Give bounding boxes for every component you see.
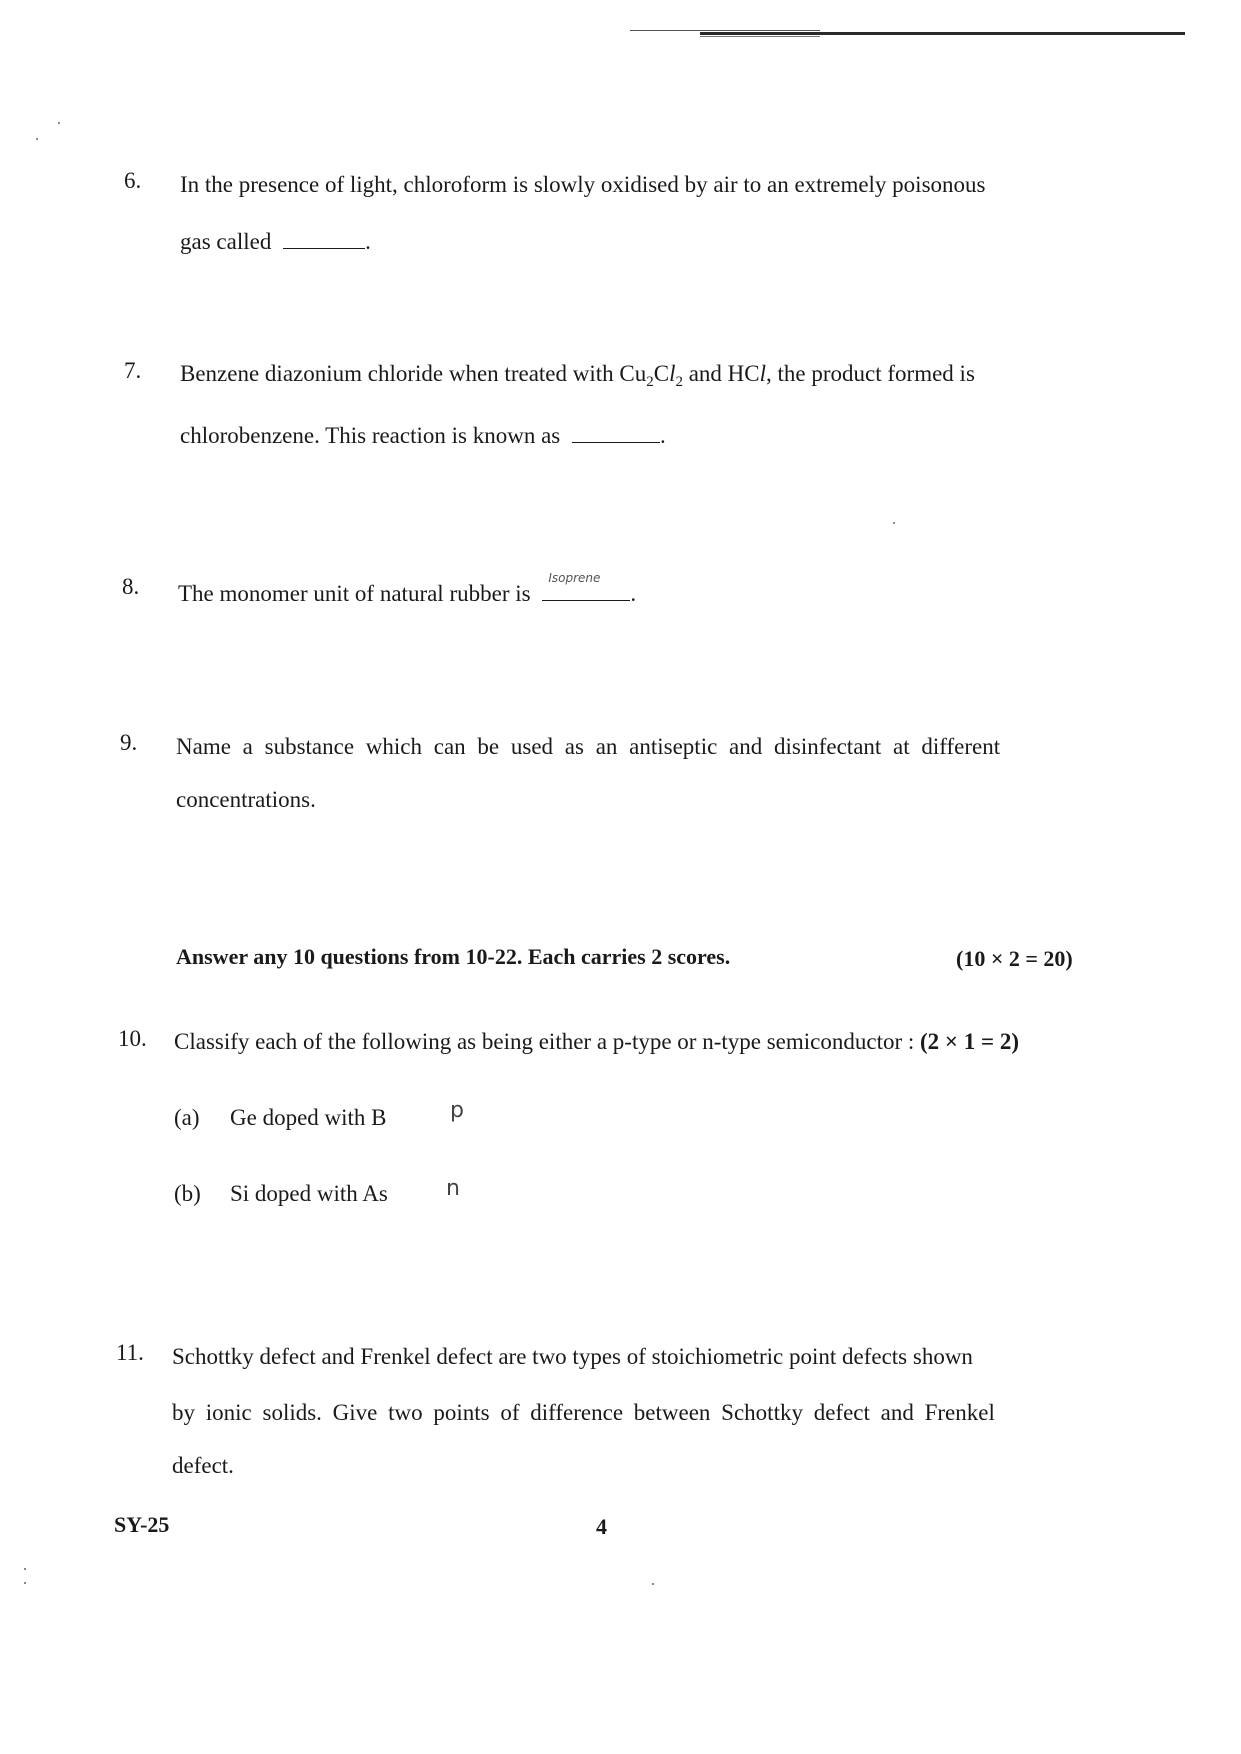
question-9-text: Name a substance which can be used as an antiseptic and disinfectant at different — [176, 734, 1001, 759]
question-11-line2 — [172, 1400, 1054, 1426]
question-8-answer-blank[interactable] — [542, 571, 630, 601]
question-10-marks: (2 × 1 = 2) — [920, 1029, 1020, 1054]
question-7-answer-blank[interactable] — [572, 422, 660, 443]
question-7-text-part: C — [653, 361, 670, 386]
question-10-option-b — [174, 1182, 201, 1205]
question-7-text-part: l — [669, 361, 676, 386]
subscript: 2 — [646, 374, 654, 390]
question-7-period: . — [660, 423, 666, 448]
question-9-number: 9. — [120, 730, 138, 755]
page-number: 4 — [596, 1514, 607, 1539]
question-8-number: 8. — [122, 574, 140, 599]
option-a-label: (a) — [174, 1105, 200, 1130]
question-7-number: 7. — [124, 358, 142, 383]
question-10-option-b-text: Si doped with As — [230, 1181, 388, 1206]
question-10-option-a-text: Ge doped with B — [230, 1105, 387, 1130]
question-9-line1 — [176, 734, 1056, 760]
scan-speck — [36, 138, 38, 140]
question-11-line3: defect. — [172, 1453, 234, 1478]
scan-speck — [652, 1583, 654, 1585]
question-9-line2: concentrations. — [176, 787, 316, 812]
question-10-number: 10. — [118, 1026, 147, 1051]
question-6-line1 — [180, 172, 1062, 198]
option-b-label: (b) — [174, 1181, 201, 1206]
question-7-text-a — [180, 362, 975, 390]
question-6-text: In the presence of light, chloroform is slowly oxidised by air to an extremely poisonous — [180, 172, 986, 197]
question-10-line1 — [174, 1030, 1019, 1053]
scan-artifact-line — [700, 36, 820, 37]
question-6-text-2: gas called — [180, 229, 272, 254]
question-8-line1 — [178, 571, 637, 606]
question-11-text: Schottky defect and Frenkel defect are two types of stoichiometric point defects shown — [172, 1344, 973, 1369]
question-11-number: 11. — [116, 1340, 144, 1365]
question-8-text: The monomer unit of natural rubber is — [178, 581, 531, 606]
question-6-number: 6. — [124, 168, 142, 193]
question-6-answer-blank[interactable] — [283, 228, 365, 249]
scan-speck — [24, 1582, 26, 1584]
scan-artifact-line — [700, 32, 1185, 35]
question-6-line2 — [180, 228, 371, 253]
subscript: 2 — [675, 374, 683, 390]
question-8-period: . — [630, 581, 637, 606]
section-instruction: Answer any 10 questions from 10-22. Each carries 2 scores. — [176, 944, 731, 969]
scan-speck — [893, 522, 895, 524]
handwritten-mark-a: p — [450, 1098, 464, 1123]
scan-artifact-line — [630, 30, 820, 31]
handwritten-mark-b: n — [446, 1176, 460, 1201]
question-10-option-a — [174, 1106, 200, 1129]
scan-speck — [24, 1568, 26, 1570]
question-7-line1 — [180, 362, 1058, 390]
question-7-line2 — [180, 422, 666, 447]
handwritten-answer: Isoprene — [548, 571, 601, 585]
question-11-text-2: by ionic solids. Give two points of difference between Schottky defect and Frenkel — [172, 1400, 995, 1425]
paper-code: SY-25 — [114, 1512, 170, 1537]
question-7-text-part: , the product formed is — [766, 361, 975, 386]
question-7-text-part: and HC — [682, 361, 760, 386]
question-11-line1 — [172, 1344, 1054, 1370]
question-6-period: . — [365, 229, 371, 254]
scan-speck — [58, 122, 60, 124]
section-marks: (10 × 2 = 20) — [956, 946, 1073, 971]
question-7-text-part: l — [759, 361, 767, 386]
question-7-text-part: Benzene diazonium chloride when treated with Cu — [180, 361, 647, 386]
question-7-text-2: chlorobenzene. This reaction is known as — [180, 423, 561, 448]
question-10-text: Classify each of the following as being either a p-type or n-type semiconductor : — [174, 1029, 915, 1054]
